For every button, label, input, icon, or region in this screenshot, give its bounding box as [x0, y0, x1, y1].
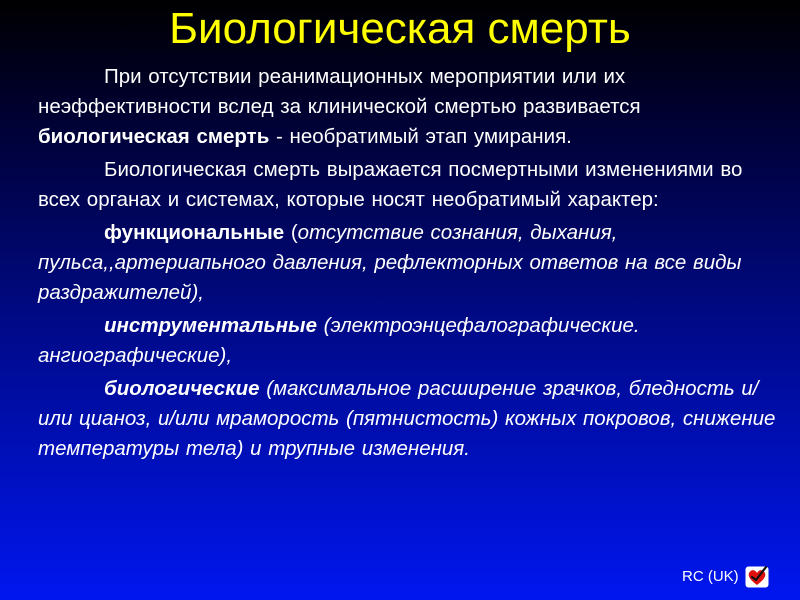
item-biological — [38, 374, 790, 464]
paragraph-intro-text-before: При отсутствии реанимационных мероприятии или их неэффективности вслед за клинической смертью развивается — [38, 65, 641, 118]
item-biological-description: (максимальное расширение зрачков, бледность и/или цианоз, и/или мраморость (пятнистость) кожных покровов, снижение температуры тела) и трупные изменения. — [38, 377, 776, 460]
item-instrumental — [38, 311, 790, 371]
footer-branding — [682, 566, 769, 588]
item-functional — [38, 218, 790, 308]
paragraph-intro-text-after: - необратимый этап умирания. — [269, 125, 572, 148]
red-heart-check-icon — [745, 566, 769, 588]
term-biological-death: биологическая смерть — [38, 125, 270, 148]
slide-title: Биологическая смерть — [169, 4, 631, 53]
item-functional-term: функциональные — [104, 221, 285, 244]
paragraph-intro — [38, 62, 790, 152]
item-instrumental-description: (электроэнцефалографические. ангиографические), — [38, 314, 640, 367]
item-biological-term: биологические — [104, 377, 260, 400]
item-functional-open: ( — [284, 221, 298, 244]
item-instrumental-term: инструментальные — [104, 314, 317, 337]
footer-label: RC (UK) — [682, 568, 739, 585]
item-functional-description: отсутствие сознания, дыхания, пульса,,артериапьного давления, рефлекторных ответов на все виды раздражителей), — [38, 221, 742, 304]
slide-body — [38, 62, 790, 467]
paragraph-changes: Биологическая смерть выражается посмертными изменениями во всех органах и системах, которые носят необратимый характер: — [38, 158, 743, 211]
